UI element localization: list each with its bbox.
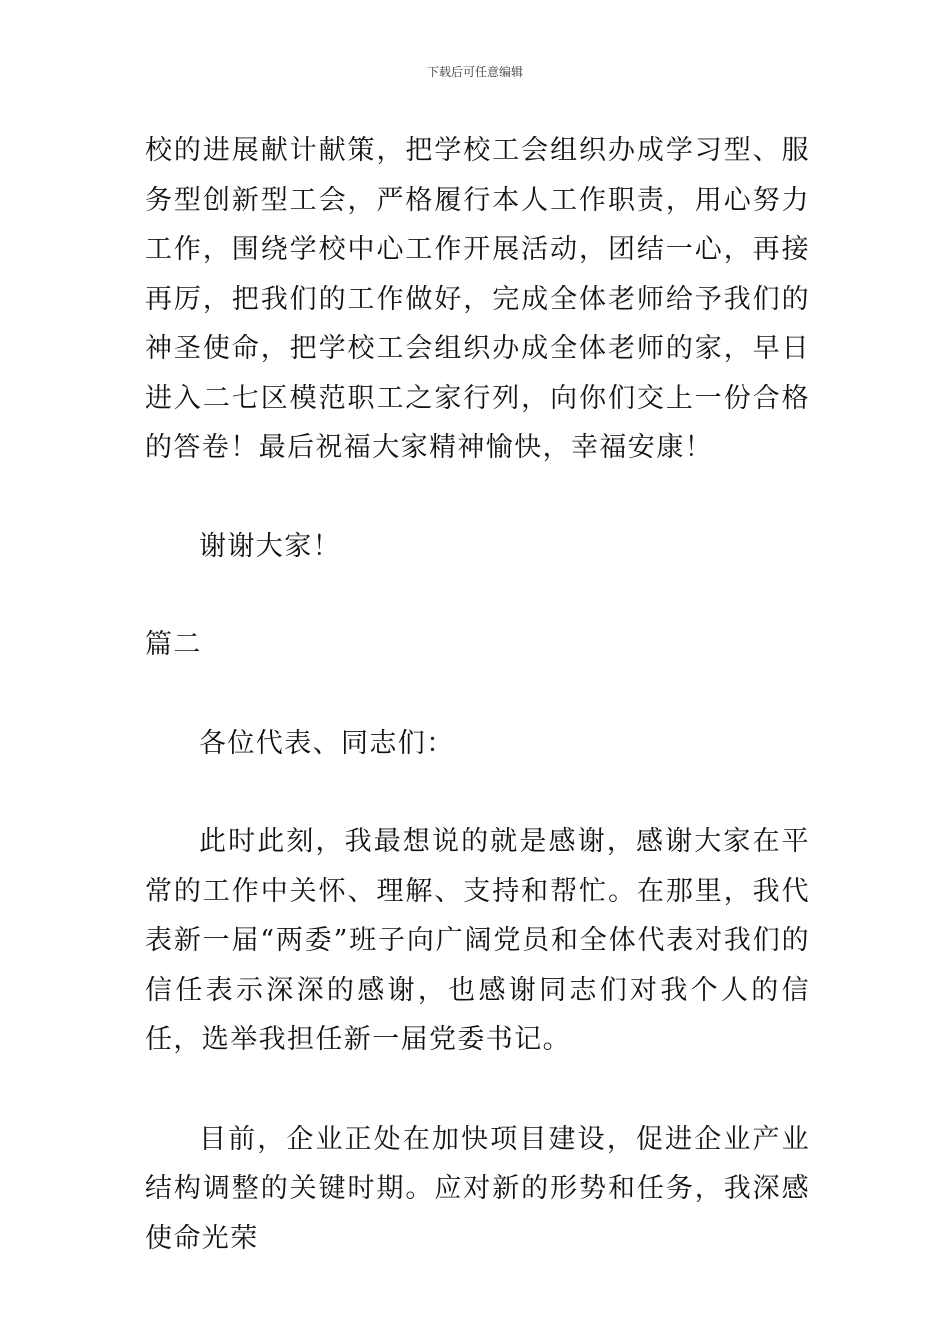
paragraph-gratitude: 此时此刻，我最想说的就是感谢，感谢大家在平常的工作中关怀、理解、支持和帮忙。在那里，我代表新一届“两委”班子向广阔党员和全体代表对我们的信任表示深深的感谢，也感谢同志们对我个人的信任，选举我担任新一届党委书记。	[145, 826, 810, 1055]
paragraph-thanks: 谢谢大家！	[199, 530, 341, 562]
paragraph-continuation: 校的进展献计献策，把学校工会组织办成学习型、服务型创新型工会，严格履行本人工作职责，用心努力工作，围绕学校中心工作开展活动，团结一心，再接再厉，把我们的工作做好，完成全体老师给予我们的神圣使命，把学校工会组织办成全体老师的家，早日进入二七区模范职工之家行列，向你们交上一份合格的答卷！最后祝福大家精神愉快，幸福安康！	[145, 135, 810, 463]
page-header: 下载后可任意编辑	[426, 65, 523, 79]
paragraph-salutation: 各位代表、同志们：	[199, 727, 455, 759]
paragraph-current-situation: 目前，企业正处在加快项目建设，促进企业产业结构调整的关键时期。应对新的形势和任务，我深感使命光荣	[145, 1123, 810, 1254]
document-body	[145, 126, 810, 1263]
section-heading: 篇二	[145, 629, 202, 660]
